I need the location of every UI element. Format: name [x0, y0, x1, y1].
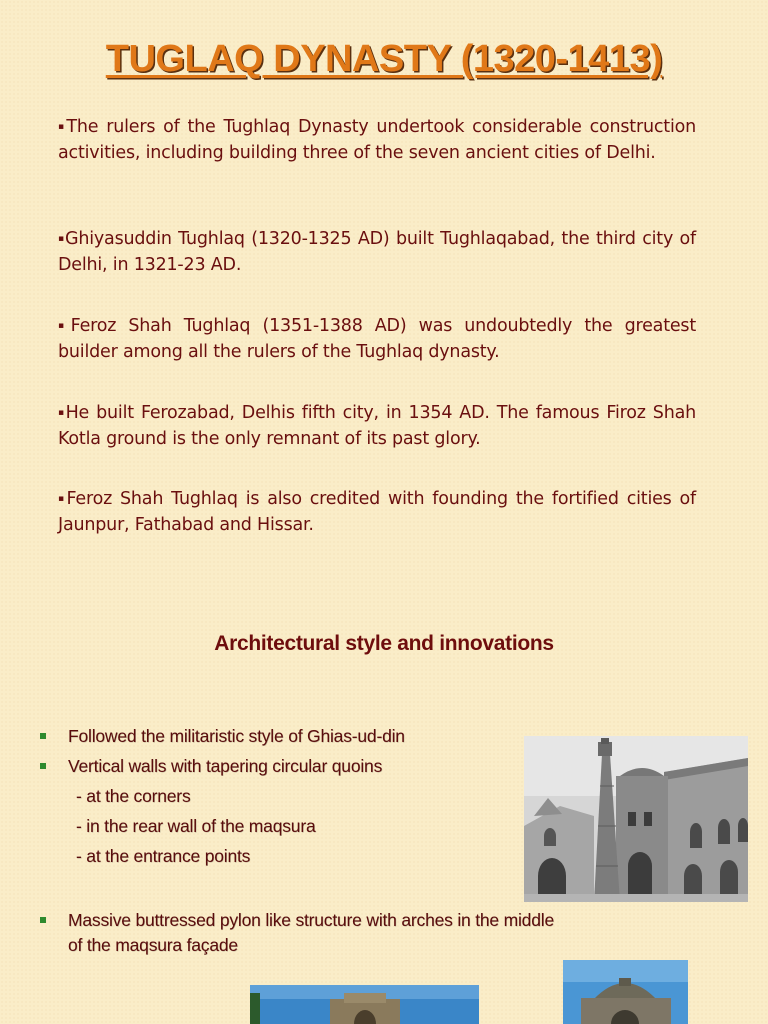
- tomb-photo: [250, 985, 479, 1024]
- paragraph-text: Feroz Shah Tughlaq is also credited with founding the fortified cities of Jaunpur, Fathabad and Hissar.: [58, 489, 696, 535]
- bullet-text: Followed the militaristic style of Ghias-ud-din: [68, 726, 405, 746]
- slide-title: TUGLAQ DYNASTY (1320-1413): [105, 38, 663, 80]
- paragraph-text: Ghiyasuddin Tughlaq (1320-1325 AD) built Tughlaqabad, the third city of Delhi, in 1321-23 AD.: [58, 229, 696, 275]
- bullet-square-icon: [40, 733, 46, 739]
- square-bullet-icon: ▪: [58, 321, 71, 331]
- bullet-buttressed-pylon: [40, 908, 700, 960]
- sub-item-entrance: - at the entrance points: [76, 846, 251, 866]
- paragraph-ghiyasuddin: [58, 226, 696, 278]
- square-bullet-icon: ▪: [58, 408, 66, 418]
- bullet-square-icon: [40, 763, 46, 769]
- paragraph-text: He built Ferozabad, Delhis fifth city, in 1354 AD. The famous Firoz Shah Kotla ground is the only remnant of its past glory.: [58, 403, 697, 449]
- paragraph-text: Feroz Shah Tughlaq (1351-1388 AD) was undoubtedly the greatest builder among all the rulers of the Tughlaq dynasty.: [58, 316, 696, 362]
- paragraph-cities: [58, 114, 696, 166]
- square-bullet-icon: ▪: [58, 122, 67, 132]
- square-bullet-icon: ▪: [58, 234, 65, 244]
- bullet-square-icon: [40, 917, 46, 923]
- bullet-text-line2: of the maqsura façade: [68, 935, 238, 955]
- bullet-text: Vertical walls with tapering circular quoins: [68, 756, 383, 776]
- paragraph-feroz-builder: [58, 313, 696, 365]
- square-bullet-icon: ▪: [58, 494, 67, 504]
- sub-item-corners: - at the corners: [76, 786, 191, 806]
- section-subtitle: Architectural style and innovations: [214, 632, 554, 655]
- mosque-photo: [524, 736, 748, 902]
- paragraph-text: The rulers of the Tughlaq Dynasty undertook considerable construction activities, including building three of the seven ancient cities of Delhi.: [58, 117, 697, 163]
- bullet-text-line1: Massive buttressed pylon like structure with arches in the middle: [68, 910, 554, 930]
- sub-item-rear-wall: - in the rear wall of the maqsura: [76, 816, 316, 836]
- domed-building-photo: [563, 960, 688, 1024]
- paragraph-fortified-cities: [58, 486, 696, 538]
- paragraph-ferozabad: [58, 400, 696, 452]
